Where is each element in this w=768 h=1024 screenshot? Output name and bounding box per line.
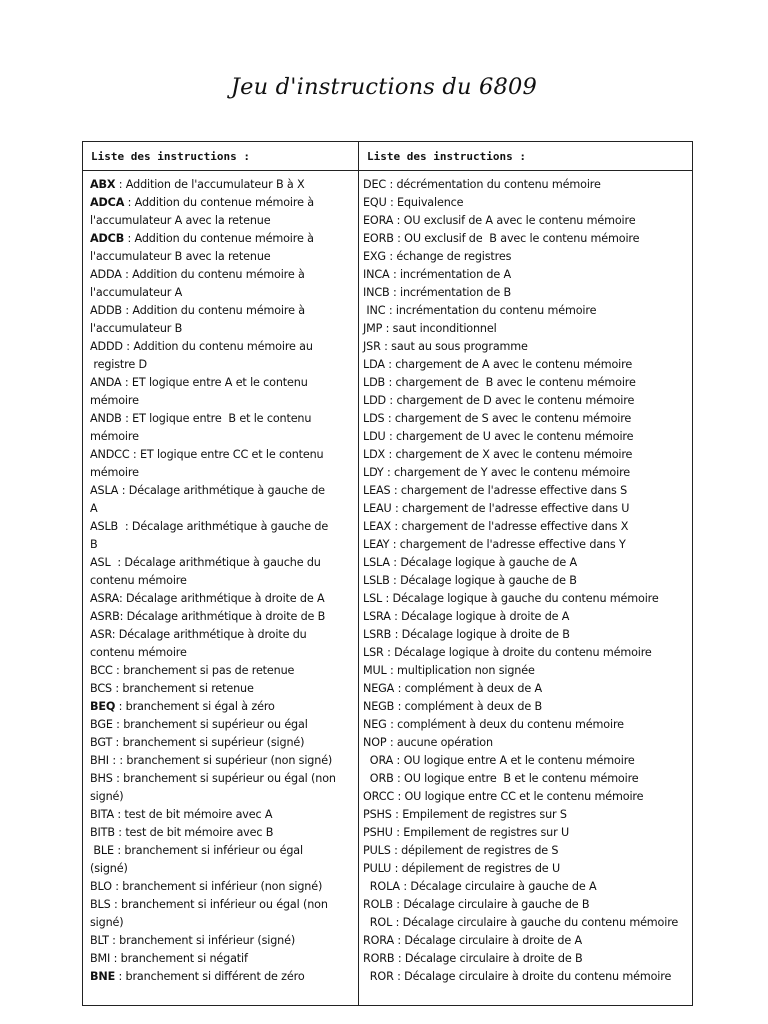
instruction-description: : OU logique entre B et le contenu mémoire — [393, 772, 639, 785]
instruction-description: : chargement de A avec le contenu mémoire — [384, 358, 633, 371]
instruction-description: : test de bit mémoire avec A — [114, 808, 273, 821]
instruction-entry — [90, 626, 354, 662]
instruction-entry — [363, 536, 688, 554]
instruction-mnemonic: PSHS — [363, 808, 392, 821]
instruction-description: : ET logique entre CC et le contenu mémoire — [90, 448, 324, 479]
instruction-description: : chargement de l'adresse effective dans Y — [389, 538, 626, 551]
instruction-entry — [363, 266, 688, 284]
instruction-entry — [363, 554, 688, 572]
instruction-mnemonic: BCS — [90, 682, 112, 695]
instruction-entry — [363, 518, 688, 536]
instruction-entry — [90, 482, 354, 518]
instruction-entry — [363, 230, 688, 248]
instruction-table — [82, 141, 693, 1006]
instruction-entry — [90, 590, 354, 608]
instruction-description: : chargement de X avec le contenu mémoire — [385, 448, 633, 461]
instruction-mnemonic: ASLA — [90, 484, 119, 497]
instruction-mnemonic: PULS — [363, 844, 391, 857]
instruction-mnemonic: BCC — [90, 664, 113, 677]
instruction-mnemonic: LDS — [363, 412, 385, 425]
instruction-entry — [90, 824, 354, 842]
instruction-mnemonic: ASRA — [90, 592, 119, 605]
instruction-description: : Addition du contenu mémoire à l'accumulateur A — [90, 268, 305, 299]
instruction-entry — [90, 698, 354, 716]
right-column-header: Liste des instructions : — [359, 142, 693, 171]
instruction-mnemonic: NEGA — [363, 682, 395, 695]
instruction-mnemonic: LDY — [363, 466, 384, 479]
instruction-mnemonic: JSR — [363, 340, 381, 353]
instruction-mnemonic: ABX — [90, 178, 116, 191]
instruction-description: : Décalage circulaire à gauche du contenu mémoire — [392, 916, 679, 929]
instruction-mnemonic: BITA — [90, 808, 114, 821]
instruction-description: : Décalage circulaire à droite du contenu mémoire — [393, 970, 672, 983]
instruction-description: : chargement de l'adresse effective dans S — [390, 484, 628, 497]
instruction-description: : branchement si inférieur (non signé) — [111, 880, 323, 893]
instruction-mnemonic: RORB — [363, 952, 395, 965]
instruction-entry — [90, 194, 354, 230]
instruction-entry — [363, 320, 688, 338]
instruction-mnemonic: NOP — [363, 736, 387, 749]
instruction-entry — [363, 446, 688, 464]
instruction-entry — [363, 770, 688, 788]
right-instruction-cell — [359, 171, 693, 1006]
instruction-mnemonic: LSR — [363, 646, 384, 659]
instruction-entry — [90, 338, 354, 374]
instruction-entry — [363, 572, 688, 590]
left-column-header: Liste des instructions : — [83, 142, 359, 171]
instruction-description: : échange de registres — [385, 250, 512, 263]
left-instruction-list — [90, 176, 354, 986]
instruction-description: : test de bit mémoire avec B — [114, 826, 274, 839]
instruction-description: : complément à deux de A — [394, 682, 542, 695]
instruction-entry — [90, 806, 354, 824]
instruction-entry — [90, 932, 354, 950]
instruction-description: : chargement de D avec le contenu mémoire — [386, 394, 635, 407]
instruction-description: : : branchement si supérieur (non signé) — [108, 754, 333, 767]
instruction-entry — [363, 842, 688, 860]
instruction-description: : branchement si supérieur (signé) — [112, 736, 305, 749]
instruction-entry — [363, 734, 688, 752]
instruction-mnemonic: JMP — [363, 322, 383, 335]
instruction-entry — [363, 752, 688, 770]
instruction-entry — [90, 716, 354, 734]
instruction-entry — [90, 374, 354, 410]
instruction-mnemonic: INCB — [363, 286, 390, 299]
instruction-entry — [363, 374, 688, 392]
instruction-description: : branchement si inférieur ou égal (non signé) — [90, 898, 328, 929]
instruction-entry — [90, 554, 354, 590]
instruction-description: : branchement si supérieur ou égal — [112, 718, 308, 731]
instruction-description: : ET logique entre B et le contenu mémoire — [90, 412, 312, 443]
instruction-mnemonic: ROLB — [363, 898, 393, 911]
instruction-entry — [90, 842, 354, 878]
instruction-mnemonic: EORB — [363, 232, 394, 245]
instruction-mnemonic: DEC — [363, 178, 387, 191]
instruction-description: : Décalage logique à droite du contenu mémoire — [383, 646, 652, 659]
instruction-entry — [363, 680, 688, 698]
instruction-mnemonic: BEQ — [90, 700, 116, 713]
instruction-mnemonic: LEAU — [363, 502, 392, 515]
instruction-description: : Addition du contenue mémoire à l'accumulateur B avec la retenue — [90, 232, 314, 263]
instruction-mnemonic: MUL — [363, 664, 387, 677]
instruction-description: : branchement si pas de retenue — [112, 664, 295, 677]
page-title: Jeu d'instructions du 6809 — [230, 74, 538, 100]
instruction-mnemonic: BLS — [90, 898, 111, 911]
instruction-mnemonic: EXG — [363, 250, 386, 263]
instruction-entry — [90, 878, 354, 896]
instruction-description: : dépilement de registres de S — [390, 844, 559, 857]
instruction-description: : Décalage arithmétique à gauche de A — [90, 484, 325, 515]
instruction-mnemonic: ROR — [363, 970, 394, 983]
instruction-mnemonic: LDX — [363, 448, 386, 461]
table-body-row — [83, 171, 693, 1006]
instruction-description: : branchement si égal à zéro — [115, 700, 275, 713]
instruction-mnemonic: BNE — [90, 970, 116, 983]
instruction-entry — [363, 878, 688, 896]
instruction-description: : branchement si supérieur ou égal (non signé) — [90, 772, 336, 803]
instruction-entry — [90, 896, 354, 932]
instruction-mnemonic: ASL — [90, 556, 111, 569]
instruction-entry — [90, 518, 354, 554]
instruction-entry — [363, 428, 688, 446]
instruction-entry — [363, 788, 688, 806]
instruction-description: : Décalage arithmétique à droite de A — [118, 592, 325, 605]
instruction-description: : Décalage circulaire à droite de B — [394, 952, 583, 965]
instruction-description: : Décalage circulaire à gauche de A — [399, 880, 597, 893]
instruction-description: : aucune opération — [386, 736, 493, 749]
instruction-mnemonic: EORA — [363, 214, 394, 227]
instruction-description: : Addition du contenu mémoire au registre D — [93, 340, 313, 371]
instruction-mnemonic: BHI — [90, 754, 109, 767]
instruction-entry — [90, 968, 354, 986]
instruction-entry — [363, 356, 688, 374]
instruction-entry — [363, 608, 688, 626]
instruction-description: : Décalage logique à gauche de B — [389, 574, 577, 587]
instruction-mnemonic: LDA — [363, 358, 385, 371]
instruction-entry — [90, 302, 354, 338]
left-instruction-cell — [83, 171, 359, 1006]
instruction-mnemonic: LSRA — [363, 610, 391, 623]
instruction-entry — [363, 284, 688, 302]
instruction-description: : Décalage logique à gauche de A — [389, 556, 577, 569]
instruction-description: : chargement de l'adresse effective dans X — [391, 520, 629, 533]
instruction-entry — [363, 248, 688, 266]
instruction-entry — [363, 896, 688, 914]
instruction-entry — [90, 608, 354, 626]
instruction-description: : Addition de l'accumulateur B à X — [115, 178, 305, 191]
instruction-description: : Décalage arithmétique à droite de B — [119, 610, 326, 623]
instruction-mnemonic: LSLB — [363, 574, 390, 587]
instruction-mnemonic: INC — [363, 304, 386, 317]
instruction-entry — [363, 950, 688, 968]
instruction-description: : Addition du contenu mémoire à l'accumulateur B — [90, 304, 305, 335]
instruction-description: : OU exclusif de A avec le contenu mémoire — [393, 214, 636, 227]
instruction-description: : Décalage arithmétique à droite du contenu mémoire — [90, 628, 307, 659]
instruction-mnemonic: LDU — [363, 430, 386, 443]
instruction-entry — [363, 968, 688, 986]
instruction-description: : chargement de l'adresse effective dans U — [391, 502, 630, 515]
instruction-mnemonic: BLO — [90, 880, 112, 893]
instruction-mnemonic: LDB — [363, 376, 386, 389]
instruction-mnemonic: ROL — [363, 916, 393, 929]
instruction-description: : Décalage arithmétique à gauche de B — [90, 520, 329, 551]
instruction-mnemonic: LSRB — [363, 628, 392, 641]
instruction-description: : Empilement de registres sur U — [392, 826, 570, 839]
instruction-mnemonic: ORA — [363, 754, 394, 767]
instruction-description: : chargement de U avec le contenu mémoire — [385, 430, 634, 443]
instruction-description: : branchement si inférieur ou égal (signé) — [90, 844, 303, 875]
instruction-entry — [90, 770, 354, 806]
instruction-entry — [363, 338, 688, 356]
instruction-description: : dépilement de registres de U — [391, 862, 560, 875]
instruction-mnemonic: BGT — [90, 736, 113, 749]
instruction-description: : OU exclusif de B avec le contenu mémoire — [393, 232, 640, 245]
instruction-entry — [363, 716, 688, 734]
instruction-mnemonic: ORB — [363, 772, 394, 785]
instruction-mnemonic: LSL — [363, 592, 383, 605]
instruction-description: : Décalage circulaire à droite de A — [393, 934, 583, 947]
instruction-mnemonic: RORA — [363, 934, 394, 947]
instruction-entry — [90, 176, 354, 194]
instruction-entry — [363, 212, 688, 230]
instruction-description: : incrémentation de B — [389, 286, 512, 299]
instruction-description: : multiplication non signée — [386, 664, 535, 677]
instruction-mnemonic: ASLB — [90, 520, 119, 533]
instruction-description: : branchement si inférieur (signé) — [108, 934, 296, 947]
instruction-description: : saut inconditionnel — [382, 322, 497, 335]
instruction-mnemonic: NEG — [363, 718, 387, 731]
instruction-entry — [363, 500, 688, 518]
instruction-entry — [90, 734, 354, 752]
instruction-description: : branchement si négatif — [110, 952, 248, 965]
instruction-mnemonic: BLE — [90, 844, 114, 857]
instruction-entry — [363, 176, 688, 194]
instruction-mnemonic: ASR — [90, 628, 112, 641]
instruction-description: : incrémentation de A — [389, 268, 512, 281]
instruction-mnemonic: ORCC — [363, 790, 395, 803]
instruction-description: : Addition du contenue mémoire à l'accumulateur A avec la retenue — [90, 196, 314, 227]
instruction-mnemonic: ANDCC — [90, 448, 130, 461]
instruction-mnemonic: BMI — [90, 952, 111, 965]
instruction-entry — [90, 230, 354, 266]
instruction-description: : branchement si retenue — [111, 682, 254, 695]
instruction-mnemonic: PULU — [363, 862, 392, 875]
instruction-entry — [363, 464, 688, 482]
instruction-mnemonic: ASRB — [90, 610, 120, 623]
instruction-entry — [363, 914, 688, 932]
instruction-mnemonic: ADDD — [90, 340, 123, 353]
instruction-description: : Décalage logique à droite de B — [391, 628, 570, 641]
instruction-mnemonic: BHS — [90, 772, 113, 785]
instruction-mnemonic: ROLA — [363, 880, 400, 893]
instruction-entry — [363, 392, 688, 410]
instruction-entry — [363, 824, 688, 842]
instruction-mnemonic: LEAS — [363, 484, 391, 497]
instruction-description: : OU logique entre A et le contenu mémoire — [393, 754, 635, 767]
right-instruction-list — [363, 176, 688, 986]
instruction-description: : Equivalence — [386, 196, 464, 209]
instruction-description: : complément à deux du contenu mémoire — [386, 718, 624, 731]
instruction-mnemonic: ADDA — [90, 268, 122, 281]
instruction-entry — [363, 932, 688, 950]
instruction-description: : complément à deux de B — [394, 700, 542, 713]
instruction-mnemonic: LSLA — [363, 556, 390, 569]
instruction-entry — [90, 662, 354, 680]
instruction-description: : saut au sous programme — [380, 340, 528, 353]
instruction-entry — [90, 950, 354, 968]
instruction-entry — [363, 698, 688, 716]
instruction-entry — [363, 590, 688, 608]
instruction-mnemonic: ANDB — [90, 412, 122, 425]
instruction-description: : chargement de S avec le contenu mémoire — [384, 412, 632, 425]
instruction-entry — [90, 266, 354, 302]
instruction-description: : Empilement de registres sur S — [391, 808, 567, 821]
instruction-entry — [363, 860, 688, 878]
instruction-description: : chargement de B avec le contenu mémoire — [385, 376, 636, 389]
instruction-description: : incrémentation du contenu mémoire — [385, 304, 597, 317]
instruction-entry — [363, 662, 688, 680]
instruction-mnemonic: LEAX — [363, 520, 392, 533]
table-header-row — [83, 142, 693, 171]
instruction-entry — [363, 626, 688, 644]
instruction-mnemonic: NEGB — [363, 700, 395, 713]
instruction-entry — [363, 644, 688, 662]
instruction-mnemonic: BGE — [90, 718, 113, 731]
instruction-description: : décrémentation du contenu mémoire — [386, 178, 601, 191]
instruction-description: : Décalage circulaire à gauche de B — [392, 898, 590, 911]
instruction-entry — [363, 806, 688, 824]
instruction-mnemonic: PSHU — [363, 826, 393, 839]
instruction-description: : branchement si différent de zéro — [115, 970, 305, 983]
instruction-mnemonic: BITB — [90, 826, 115, 839]
instruction-description: : OU logique entre CC et le contenu mémoire — [394, 790, 644, 803]
instruction-description: : chargement de Y avec le contenu mémoire — [383, 466, 631, 479]
instruction-description: : Décalage logique à droite de A — [390, 610, 570, 623]
instruction-mnemonic: INCA — [363, 268, 390, 281]
instruction-entry — [363, 302, 688, 320]
instruction-mnemonic: LEAY — [363, 538, 390, 551]
instruction-mnemonic: ADCA — [90, 196, 125, 209]
instruction-mnemonic: EQU — [363, 196, 387, 209]
instruction-entry — [90, 446, 354, 482]
instruction-mnemonic: ADCB — [90, 232, 125, 245]
instruction-mnemonic: BLT — [90, 934, 109, 947]
instruction-description: : ET logique entre A et le contenu mémoire — [90, 376, 308, 407]
instruction-entry — [90, 680, 354, 698]
instruction-entry — [90, 410, 354, 446]
instruction-entry — [363, 482, 688, 500]
instruction-description: : Décalage logique à gauche du contenu mémoire — [382, 592, 659, 605]
instruction-entry — [363, 410, 688, 428]
instruction-mnemonic: ANDA — [90, 376, 122, 389]
instruction-description: : Décalage arithmétique à gauche du contenu mémoire — [90, 556, 321, 587]
instruction-mnemonic: LDD — [363, 394, 387, 407]
instruction-mnemonic: ADDB — [90, 304, 122, 317]
instruction-entry — [90, 752, 354, 770]
instruction-entry — [363, 194, 688, 212]
